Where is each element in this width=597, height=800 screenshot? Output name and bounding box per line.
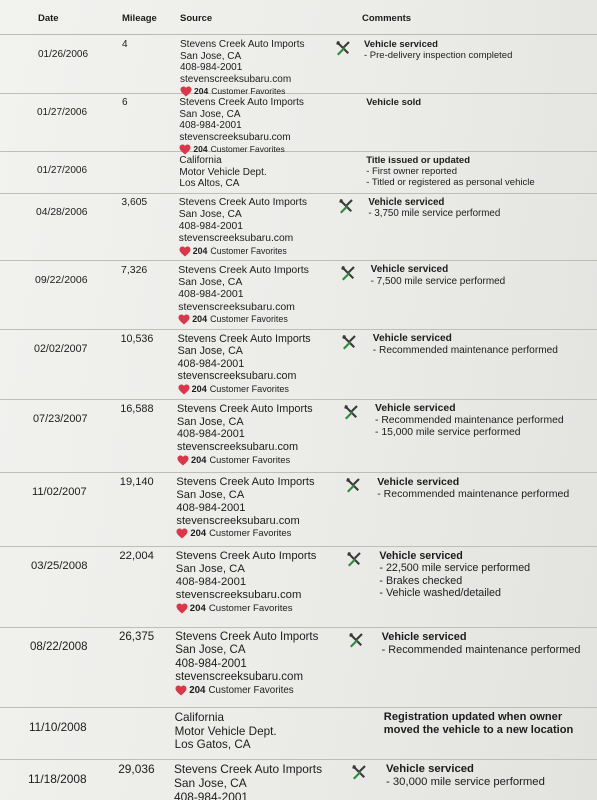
- row-date: 01/27/2006: [37, 165, 88, 176]
- heart-icon: [179, 246, 191, 257]
- comment-detail: - Recommended maintenance performed: [381, 643, 581, 656]
- source-line: 408-984-2001: [176, 501, 246, 514]
- row-comments: [366, 155, 534, 188]
- comment-detail: - Titled or registered as personal vehicle: [366, 177, 535, 189]
- source-line: Los Altos, CA: [179, 178, 240, 190]
- row-mileage: 10,536: [120, 333, 154, 345]
- row-source: [180, 39, 305, 97]
- row-date: 02/02/2007: [34, 343, 88, 355]
- favorites-count: 204: [189, 603, 206, 615]
- customer-favorites: [177, 455, 313, 466]
- row-comments: [384, 711, 589, 737]
- source-line: 408-984-2001: [175, 657, 247, 670]
- row-source: [175, 711, 277, 752]
- row-source: [179, 97, 304, 155]
- comment-detail: - First owner reported: [366, 166, 457, 178]
- source-line: San Jose, CA: [174, 775, 247, 790]
- source-line: San Jose, CA: [175, 563, 245, 576]
- row-source: [176, 476, 314, 539]
- favorites-label: Customer Favorites: [210, 314, 288, 325]
- row-comments: [379, 550, 530, 600]
- source-line: Stevens Creek Auto Imports: [177, 333, 311, 345]
- source-line: Stevens Creek Auto Imports: [177, 403, 313, 415]
- comment-detail: - Vehicle washed/detailed: [379, 587, 501, 600]
- service-tools-icon: [334, 39, 352, 57]
- source-line: stevenscreeksubaru.com: [179, 131, 291, 143]
- row-comments: [373, 333, 558, 357]
- source-line: San Jose, CA: [180, 50, 242, 62]
- row-date: 01/27/2006: [37, 107, 88, 118]
- row-date: 11/02/2007: [32, 486, 87, 498]
- row-comments: [366, 97, 421, 108]
- source-line: 408-984-2001: [175, 576, 247, 589]
- row-date: 11/18/2008: [28, 772, 87, 786]
- row-source: [179, 155, 266, 190]
- source-line: stevenscreeksubaru.com: [178, 232, 294, 244]
- source-line: Motor Vehicle Dept.: [174, 724, 277, 738]
- row-source: [178, 264, 309, 325]
- history-row: [0, 260, 597, 330]
- comment-detail: - Pre-delivery inspection completed: [364, 50, 513, 62]
- header-date: Date: [38, 13, 59, 24]
- history-row: [0, 151, 597, 194]
- comment-title: Title issued or updated: [366, 155, 471, 166]
- source-line: Stevens Creek Auto Imports: [174, 762, 323, 776]
- source-line: San Jose, CA: [176, 488, 245, 501]
- heart-icon: [175, 685, 187, 696]
- row-comments: [382, 631, 581, 656]
- favorites-label: Customer Favorites: [210, 246, 287, 257]
- service-tools-icon: [350, 763, 368, 781]
- row-source: [174, 763, 322, 800]
- heart-icon: [178, 314, 190, 325]
- comment-detail: - 30,000 mile service performed: [386, 776, 545, 789]
- row-comments: [371, 264, 506, 287]
- source-line: Stevens Creek Auto Imports: [178, 197, 307, 208]
- source-line: Los Gatos, CA: [174, 738, 251, 752]
- row-comments: [375, 403, 564, 439]
- history-row: [0, 627, 597, 708]
- source-line: 408-984-2001: [177, 428, 245, 441]
- row-mileage: 29,036: [118, 762, 155, 776]
- source-line: 408-984-2001: [178, 288, 244, 301]
- heart-icon: [177, 455, 189, 466]
- comment-title: Vehicle serviced: [368, 197, 445, 208]
- source-line: Stevens Creek Auto Imports: [179, 97, 304, 108]
- row-date: 09/22/2006: [35, 274, 88, 286]
- row-source: [176, 550, 317, 615]
- source-line: Stevens Creek Auto Imports: [175, 631, 319, 643]
- favorites-label: Customer Favorites: [208, 685, 294, 697]
- source-line: stevenscreeksubaru.com: [176, 514, 300, 527]
- history-row: [0, 329, 597, 400]
- row-source: [175, 631, 318, 697]
- source-line: Stevens Creek Auto Imports: [175, 550, 317, 562]
- comment-detail: - Recommended maintenance performed: [377, 488, 570, 501]
- source-line: 408-984-2001: [178, 220, 243, 232]
- source-line: Stevens Creek Auto Imports: [178, 264, 309, 276]
- header-comments: Comments: [362, 13, 412, 24]
- history-row: [0, 399, 597, 473]
- source-line: 408-984-2001: [177, 357, 245, 370]
- comment-detail: - Recommended maintenance performed: [375, 415, 564, 427]
- comment-detail: - 22,500 mile service performed: [379, 562, 531, 575]
- favorites-label: Customer Favorites: [209, 383, 289, 394]
- row-mileage: 19,140: [119, 476, 154, 488]
- comment-title: Vehicle serviced: [364, 39, 438, 50]
- comment-title: Vehicle sold: [366, 97, 422, 108]
- favorites-count: 204: [192, 246, 208, 257]
- comment-title: Vehicle serviced: [375, 403, 456, 414]
- source-line: 408-984-2001: [174, 789, 249, 800]
- row-mileage: 16,588: [120, 403, 154, 415]
- favorites-count: 204: [193, 143, 208, 154]
- favorites-count: 204: [194, 85, 209, 96]
- row-mileage: 4: [122, 39, 128, 50]
- favorites-count: 204: [189, 685, 206, 697]
- row-comments: [368, 197, 500, 220]
- favorites-label: Customer Favorites: [208, 603, 293, 615]
- source-line: stevenscreeksubaru.com: [178, 300, 295, 313]
- history-row: [0, 707, 597, 760]
- comment-title: Vehicle serviced: [370, 264, 449, 275]
- comment-detail: - Recommended maintenance performed: [372, 344, 558, 356]
- comment-title: Vehicle serviced: [381, 631, 467, 643]
- row-source: [178, 333, 311, 395]
- customer-favorites: [178, 314, 309, 325]
- customer-favorites: [176, 528, 314, 539]
- row-date: 04/28/2006: [36, 207, 88, 218]
- source-line: Motor Vehicle Dept.: [179, 166, 267, 178]
- customer-favorites: [178, 384, 311, 395]
- row-date: 08/22/2008: [30, 641, 88, 653]
- heart-icon: [178, 384, 190, 395]
- header-mileage: Mileage: [122, 13, 157, 24]
- comment-detail: - Brakes checked: [379, 574, 463, 587]
- source-line: San Jose, CA: [178, 276, 243, 289]
- source-line: San Jose, CA: [177, 415, 244, 428]
- source-line: California: [179, 155, 222, 166]
- comment-detail: - 3,750 mile service performed: [368, 208, 501, 220]
- favorites-label: Customer Favorites: [210, 143, 285, 154]
- favorites-label: Customer Favorites: [209, 527, 292, 539]
- customer-favorites: [175, 685, 318, 696]
- history-row: [0, 759, 597, 800]
- source-line: 408-984-2001: [179, 120, 242, 132]
- history-row: [0, 193, 597, 261]
- heart-icon: [176, 603, 188, 614]
- source-line: San Jose, CA: [179, 108, 241, 120]
- row-mileage: 22,004: [119, 550, 154, 562]
- comment-title: Vehicle serviced: [372, 333, 452, 344]
- comment-title: Vehicle serviced: [386, 763, 474, 775]
- favorites-count: 204: [191, 383, 207, 394]
- row-date: 01/26/2006: [38, 49, 89, 60]
- row-mileage: 7,326: [121, 264, 148, 276]
- service-tools-icon: [339, 264, 357, 282]
- source-line: stevenscreeksubaru.com: [177, 370, 297, 383]
- comment-detail: - 7,500 mile service performed: [370, 275, 506, 287]
- row-comments: [377, 476, 569, 500]
- source-line: stevenscreeksubaru.com: [180, 73, 292, 85]
- row-date: 03/25/2008: [31, 560, 88, 572]
- service-tools-icon: [342, 403, 360, 421]
- history-row: [0, 546, 597, 628]
- favorites-count: 204: [191, 454, 207, 465]
- history-row: [0, 35, 597, 94]
- service-tools-icon: [345, 550, 363, 568]
- source-line: Stevens Creek Auto Imports: [176, 476, 315, 488]
- source-line: San Jose, CA: [175, 644, 246, 657]
- source-line: Stevens Creek Auto Imports: [180, 39, 305, 50]
- favorites-count: 204: [190, 527, 207, 539]
- history-row: [0, 93, 597, 152]
- row-date: 07/23/2007: [33, 413, 88, 425]
- row-source: [179, 197, 307, 257]
- favorites-label: Customer Favorites: [211, 85, 286, 96]
- source-line: 408-984-2001: [180, 62, 243, 74]
- service-tools-icon: [344, 476, 362, 494]
- favorites-label: Customer Favorites: [209, 454, 291, 465]
- favorites-count: 204: [192, 314, 208, 325]
- service-tools-icon: [337, 197, 355, 215]
- row-comments: [386, 763, 545, 789]
- source-line: California: [174, 711, 224, 724]
- comment-detail: - 15,000 mile service performed: [375, 427, 521, 439]
- comment-title: Registration updated when owner moved the vehicle to a new location: [383, 711, 574, 736]
- comment-title: Vehicle serviced: [377, 476, 460, 488]
- history-row: [0, 472, 597, 547]
- customer-favorites: [179, 246, 307, 257]
- row-mileage: 6: [122, 97, 128, 108]
- header-source: Source: [180, 13, 213, 24]
- comment-title: Vehicle serviced: [379, 550, 463, 562]
- source-line: stevenscreeksubaru.com: [175, 589, 302, 602]
- source-line: stevenscreeksubaru.com: [175, 670, 304, 683]
- row-mileage: 3,605: [121, 197, 148, 208]
- service-tools-icon: [347, 631, 365, 649]
- customer-favorites: [176, 603, 317, 614]
- row-comments: [364, 39, 512, 61]
- table-header: [0, 0, 597, 35]
- source-line: San Jose, CA: [177, 345, 243, 358]
- heart-icon: [176, 528, 188, 539]
- service-tools-icon: [340, 333, 358, 351]
- row-date: 11/10/2008: [29, 721, 87, 734]
- row-source: [177, 403, 313, 466]
- row-mileage: 26,375: [119, 631, 155, 643]
- source-line: stevenscreeksubaru.com: [177, 440, 299, 453]
- source-line: San Jose, CA: [178, 208, 242, 220]
